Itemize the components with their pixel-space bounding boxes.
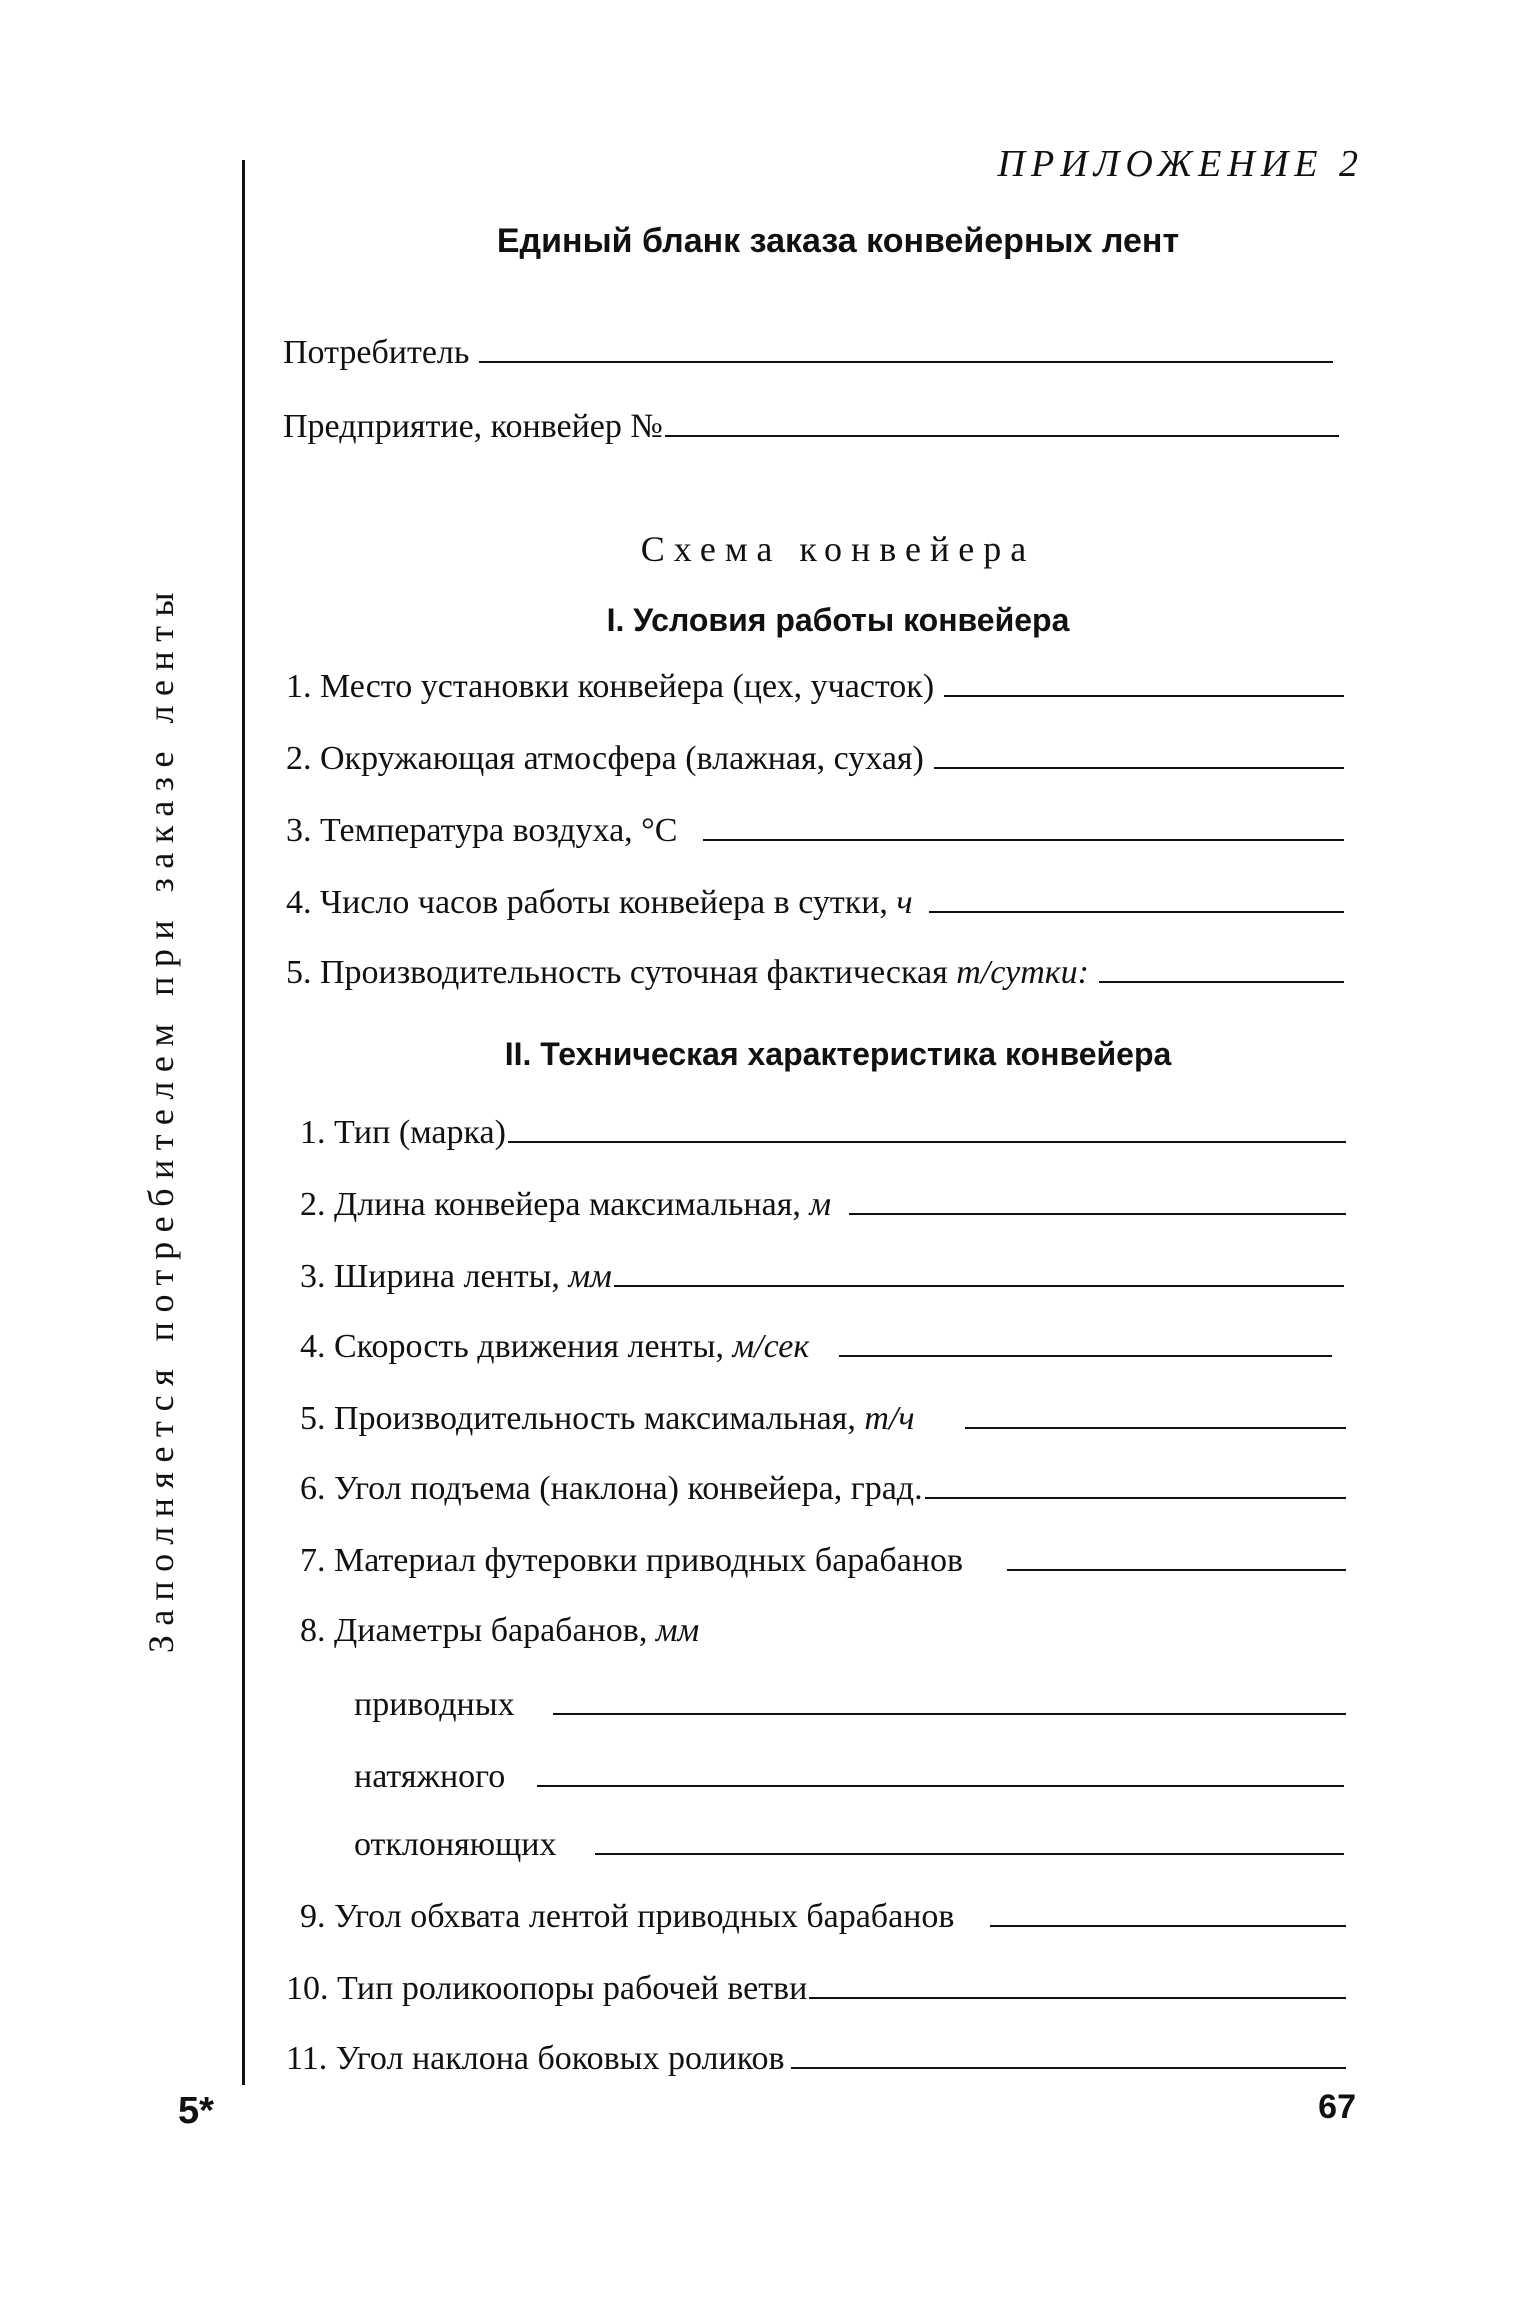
s1-item-2[interactable] — [286, 732, 1344, 778]
s2-item-5[interactable] — [300, 1392, 1346, 1438]
s2-item-8-label: 8. Диаметры барабанов, мм — [300, 1612, 700, 1649]
s1-item-2-blank[interactable] — [934, 767, 1344, 769]
scheme-title: Схема конвейера — [640, 529, 1036, 569]
side-note-text: Заполняется потребителем при заказе ленты — [141, 582, 181, 1654]
s1-item-3-blank[interactable] — [703, 839, 1344, 841]
consumer-blank[interactable] — [479, 361, 1333, 363]
s2-item-6-label: 6. Угол подъема (наклона) конвейера, град. — [300, 1470, 923, 1507]
form-title: Единый бланк заказа конвейерных лент — [496, 222, 1180, 260]
s2-item-11-blank[interactable] — [791, 2067, 1346, 2069]
s1-item-4-label: 4. Число часов работы конвейера в сутки, ч — [286, 884, 913, 921]
s2-item-7[interactable] — [300, 1534, 1346, 1580]
section-1-title: I. Условия работы конвейера — [606, 602, 1070, 638]
page-number: 67 — [1318, 2088, 1356, 2126]
consumer-field[interactable] — [283, 326, 1333, 372]
s1-item-5-label: 5. Производительность суточная фактическая т/сутки: — [286, 954, 1089, 991]
s2-item-5-blank[interactable] — [965, 1427, 1346, 1429]
s2-item-8b-blank[interactable] — [537, 1785, 1344, 1787]
s1-item-4[interactable] — [286, 876, 1344, 922]
s2-item-9[interactable] — [300, 1890, 1346, 1936]
s2-item-1-label: 1. Тип (марка) — [300, 1114, 506, 1151]
enterprise-field[interactable] — [283, 400, 1339, 446]
margin-rule — [242, 160, 245, 2085]
s2-item-3-blank[interactable] — [614, 1285, 1344, 1287]
appendix-heading: ПРИЛОЖЕНИЕ 2 — [997, 143, 1364, 185]
s1-item-5-blank[interactable] — [1099, 981, 1344, 983]
s2-item-4[interactable] — [300, 1320, 1332, 1366]
s2-item-11-label: 11. Угол наклона боковых роликов — [286, 2040, 785, 2077]
s2-item-4-label: 4. Скорость движения ленты, м/сек — [300, 1328, 810, 1365]
s2-item-8 — [300, 1604, 1346, 1650]
s2-item-8b[interactable] — [354, 1750, 1344, 1796]
s2-item-8c[interactable] — [354, 1818, 1344, 1864]
s2-item-10[interactable] — [286, 1962, 1346, 2008]
s1-item-4-blank[interactable] — [929, 911, 1344, 913]
consumer-label: Потребитель — [283, 334, 470, 371]
s2-item-8a[interactable] — [354, 1678, 1346, 1724]
signature-mark: 5* — [178, 2090, 214, 2132]
s1-item-3[interactable] — [286, 804, 1344, 850]
section-2-title: II. Техническая характеристика конвейера — [504, 1036, 1172, 1072]
s2-item-9-blank[interactable] — [990, 1925, 1346, 1927]
s2-item-7-blank[interactable] — [1007, 1569, 1346, 1571]
s1-item-2-label: 2. Окружающая атмосфера (влажная, сухая) — [286, 740, 924, 777]
s2-item-8a-label: приводных — [354, 1686, 515, 1723]
s1-item-1-blank[interactable] — [944, 695, 1344, 697]
enterprise-label: Предприятие, конвейер № — [283, 408, 663, 445]
s1-item-1[interactable] — [286, 660, 1344, 706]
s2-item-5-label: 5. Производительность максимальная, т/ч — [300, 1400, 915, 1437]
s2-item-4-blank[interactable] — [839, 1355, 1332, 1357]
s2-item-2-blank[interactable] — [849, 1213, 1346, 1215]
s2-item-2[interactable] — [300, 1178, 1346, 1224]
enterprise-blank[interactable] — [665, 435, 1339, 437]
s2-item-7-label: 7. Материал футеровки приводных барабанов — [300, 1542, 964, 1579]
s2-item-6-blank[interactable] — [925, 1497, 1346, 1499]
s1-item-5[interactable] — [286, 946, 1344, 992]
s2-item-2-label: 2. Длина конвейера максимальная, м — [300, 1186, 832, 1223]
s2-item-1-blank[interactable] — [508, 1141, 1346, 1143]
s2-item-6[interactable] — [300, 1462, 1346, 1508]
s2-item-8c-blank[interactable] — [595, 1853, 1344, 1855]
s2-item-10-label: 10. Тип роликоопоры рабочей ветви — [286, 1970, 808, 2007]
s1-item-3-label: 3. Температура воздуха, °С — [286, 812, 678, 849]
s2-item-8b-label: натяжного — [354, 1758, 506, 1795]
s2-item-3-label: 3. Ширина ленты, мм — [300, 1258, 612, 1295]
side-note — [140, 578, 182, 1658]
s2-item-11[interactable] — [286, 2032, 1346, 2078]
s2-item-10-blank[interactable] — [809, 1997, 1346, 1999]
s2-item-3[interactable] — [300, 1250, 1344, 1296]
s2-item-8c-label: отклоняющих — [354, 1826, 557, 1863]
s2-item-8a-blank[interactable] — [553, 1713, 1346, 1715]
s2-item-9-label: 9. Угол обхвата лентой приводных барабанов — [300, 1898, 955, 1935]
s2-item-1[interactable] — [300, 1106, 1346, 1152]
s1-item-1-label: 1. Место установки конвейера (цех, участок) — [286, 668, 935, 705]
